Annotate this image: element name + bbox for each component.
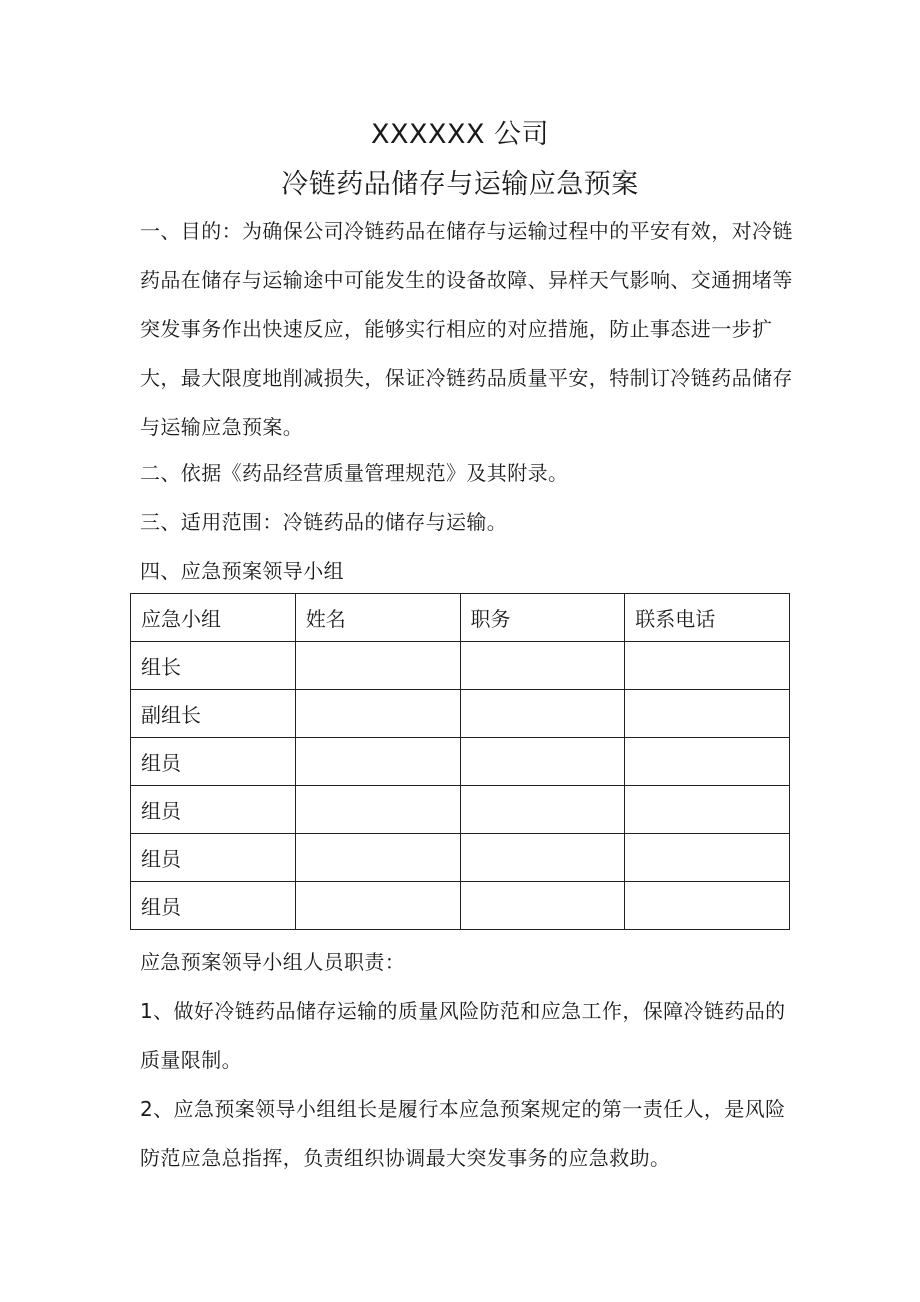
header-cell-phone: 联系电话 xyxy=(625,594,790,642)
role-cell: 组长 xyxy=(131,642,296,690)
leader-group-table xyxy=(130,593,790,930)
name-cell xyxy=(295,882,460,930)
position-cell xyxy=(460,882,625,930)
role-cell: 组员 xyxy=(131,834,296,882)
header-cell-position: 职务 xyxy=(460,594,625,642)
duty-item-2: 2、应急预案领导小组组长是履行本应急预案规定的第一责任人，是风险防范应急总指挥，负责组织协调最大突发事务的应急救助。 xyxy=(140,1097,786,1170)
phone-cell xyxy=(625,690,790,738)
phone-cell xyxy=(625,738,790,786)
table-header-row xyxy=(131,594,790,642)
phone-cell xyxy=(625,642,790,690)
company-name: XXXXXX 公司 xyxy=(370,119,550,150)
name-cell xyxy=(295,786,460,834)
name-cell xyxy=(295,834,460,882)
position-cell xyxy=(460,738,625,786)
position-cell xyxy=(460,834,625,882)
section-group-heading: 四、应急预案领导小组 xyxy=(140,559,344,583)
section-basis: 二、依据《药品经营质量管理规范》及其附录。 xyxy=(140,461,569,485)
name-cell xyxy=(295,642,460,690)
header-cell-name: 姓名 xyxy=(295,594,460,642)
table-row xyxy=(131,882,790,930)
duties-title: 应急预案领导小组人员职责： xyxy=(140,950,406,974)
table-row xyxy=(131,738,790,786)
section-purpose: 一、目的：为确保公司冷链药品在储存与运输过程中的平安有效，对冷链药品在储存与运输途中可能发生的设备故障、异样天气影响、交通拥堵等突发事务作出快速反应，能够实行相应的对应措施，防止事态进一步扩大，最大限度地削减损失，保证冷链药品质量平安，特制订冷链药品储存与运输应急预案。 xyxy=(140,219,793,439)
table-row xyxy=(131,786,790,834)
position-cell xyxy=(460,690,625,738)
role-cell: 组员 xyxy=(131,882,296,930)
duty-item-1: 1、做好冷链药品储存运输的质量风险防范和应急工作，保障冷链药品的质量限制。 xyxy=(140,999,786,1072)
position-cell xyxy=(460,786,625,834)
role-cell: 组员 xyxy=(131,786,296,834)
phone-cell xyxy=(625,786,790,834)
name-cell xyxy=(295,738,460,786)
table-row xyxy=(131,834,790,882)
section-scope: 三、适用范围：冷链药品的储存与运输。 xyxy=(140,510,508,534)
name-cell xyxy=(295,690,460,738)
document-title: 冷链药品储存与运输应急预案 xyxy=(281,169,639,200)
role-cell: 副组长 xyxy=(131,690,296,738)
phone-cell xyxy=(625,882,790,930)
table-row xyxy=(131,690,790,738)
role-cell: 组员 xyxy=(131,738,296,786)
position-cell xyxy=(460,642,625,690)
phone-cell xyxy=(625,834,790,882)
table-row xyxy=(131,642,790,690)
header-cell-group: 应急小组 xyxy=(131,594,296,642)
